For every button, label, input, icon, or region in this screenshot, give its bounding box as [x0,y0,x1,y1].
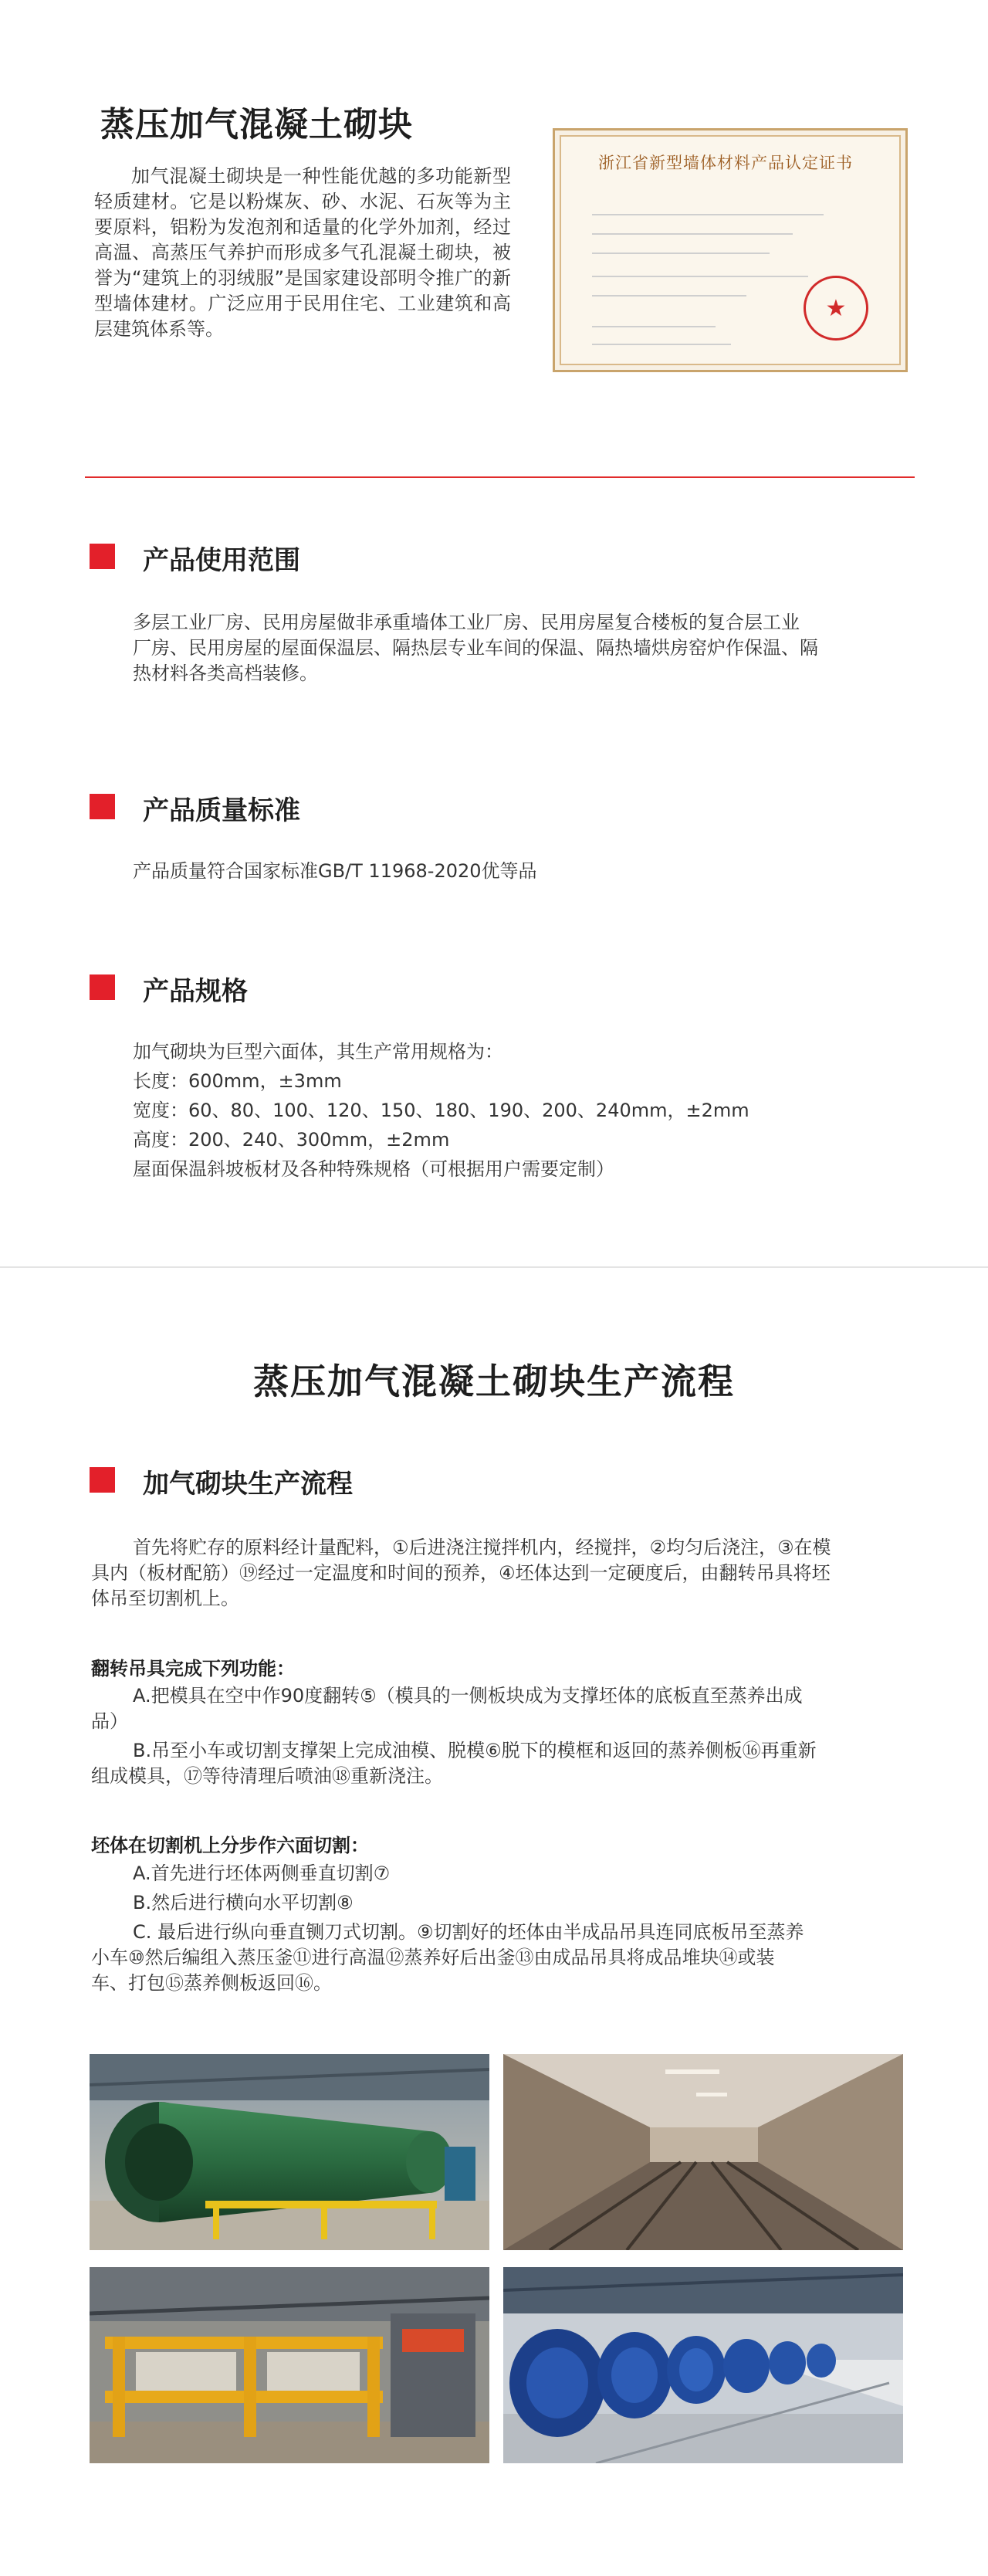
cut-line: C. 最后进行纵向垂直铡刀式切割。⑨切割好的坯体由半成品吊具连同底板吊至蒸养 [133,1921,804,1943]
spec-line: 加气砌块为巨型六面体，其生产常用规格为： [133,1041,503,1063]
cut-line: 小车⑩然后编组入蒸压釜⑪进行高温⑫蒸养好后出釜⑬由成品吊具将成品堆块⑭或装 [91,1947,775,1968]
seal-icon: ★ [804,276,868,341]
usage-line: 厂房、民用房屋的屋面保温层、隔热层专业车间的保温、隔热墙烘房窑炉作保温、隔 [133,637,818,659]
process-line: 具内（板材配筋）⑲经过一定温度和时间的预养，④坯体达到一定硬度后，由翻转吊具将坯 [91,1562,831,1584]
certificate-image [553,128,908,372]
divider [85,476,915,478]
ball-mill-photo [90,2054,489,2250]
intro-paragraph: 加气混凝土砌块是一种性能优越的多功能新型轻质建材。它是以粉煤灰、砂、水泥、石灰等为主要原料，铝粉为发泡剂和适量的化学外加剂，经过高温、高蒸压气养护而形成多气孔混凝土砌块，被誉为“建筑上的羽绒服”是国家建设部明令推广的新型墙体建材。广泛应用于民用住宅、工业建筑和高层建筑体系等。 [94,165,511,340]
usage-line: 热材料各类高档装修。 [133,663,318,684]
autoclave-photo [503,2267,903,2463]
spec-line: 高度：200、240、300mm，±2mm [133,1129,450,1151]
process-title: 蒸压加气混凝土砌块生产流程 [253,1361,735,1402]
page-title: 蒸压加气混凝土砌块 [100,105,413,144]
process-line: 体吊至切割机上。 [91,1588,239,1609]
spec-heading: 产品规格 [143,976,248,1007]
usage-line: 多层工业厂房、民用房屋做非承重墙体工业厂房、民用房屋复合楼板的复合层工业 [133,612,800,633]
curing-tunnel-photo [503,2054,903,2250]
usage-heading: 产品使用范围 [143,545,300,576]
quality-heading: 产品质量标准 [143,795,300,826]
cutting-machine-photo [90,2267,489,2463]
cut-line: 车、打包⑮蒸养侧板返回⑯。 [91,1972,332,1994]
flip-line: B.吊至小车或切割支撑架上完成油模、脱模⑥脱下的模框和返回的蒸养侧板⑯再重新 [133,1740,817,1761]
certificate-title: 浙江省新型墙体材料产品认定证书 [598,154,853,172]
flip-title: 翻转吊具完成下列功能： [91,1658,295,1679]
bullet-square-icon [90,974,115,1000]
spec-line: 长度：600mm，±3mm [133,1070,342,1092]
cut-line: A.首先进行坯体两侧垂直切割⑦ [133,1863,391,1884]
flip-line: 品） [91,1710,128,1732]
bullet-square-icon [90,794,115,819]
bullet-square-icon [90,1467,115,1493]
section-divider [0,1266,988,1268]
bullet-square-icon [90,544,115,569]
flip-line: 组成模具，⑰等待清理后喷油⑱重新浇注。 [91,1765,443,1787]
cut-line: B.然后进行横向水平切割⑧ [133,1892,354,1913]
flip-line: A.把模具在空中作90度翻转⑤（模具的一侧板块成为支撑坯体的底板直至蒸养出成 [133,1685,803,1707]
spec-line: 宽度：60、80、100、120、150、180、190、200、240mm，±2mm [133,1100,749,1121]
process-line: 首先将贮存的原料经计量配料，①后进浇注搅拌机内，经搅拌，②均匀后浇注，③在模 [133,1537,831,1558]
spec-line: 屋面保温斜坡板材及各种特殊规格（可根据用户需要定制） [133,1158,614,1180]
cut-title: 坯体在切割机上分步作六面切割： [91,1835,369,1856]
quality-text: 产品质量符合国家标准GB/T 11968-2020优等品 [133,860,537,882]
process-heading: 加气砌块生产流程 [143,1469,353,1500]
